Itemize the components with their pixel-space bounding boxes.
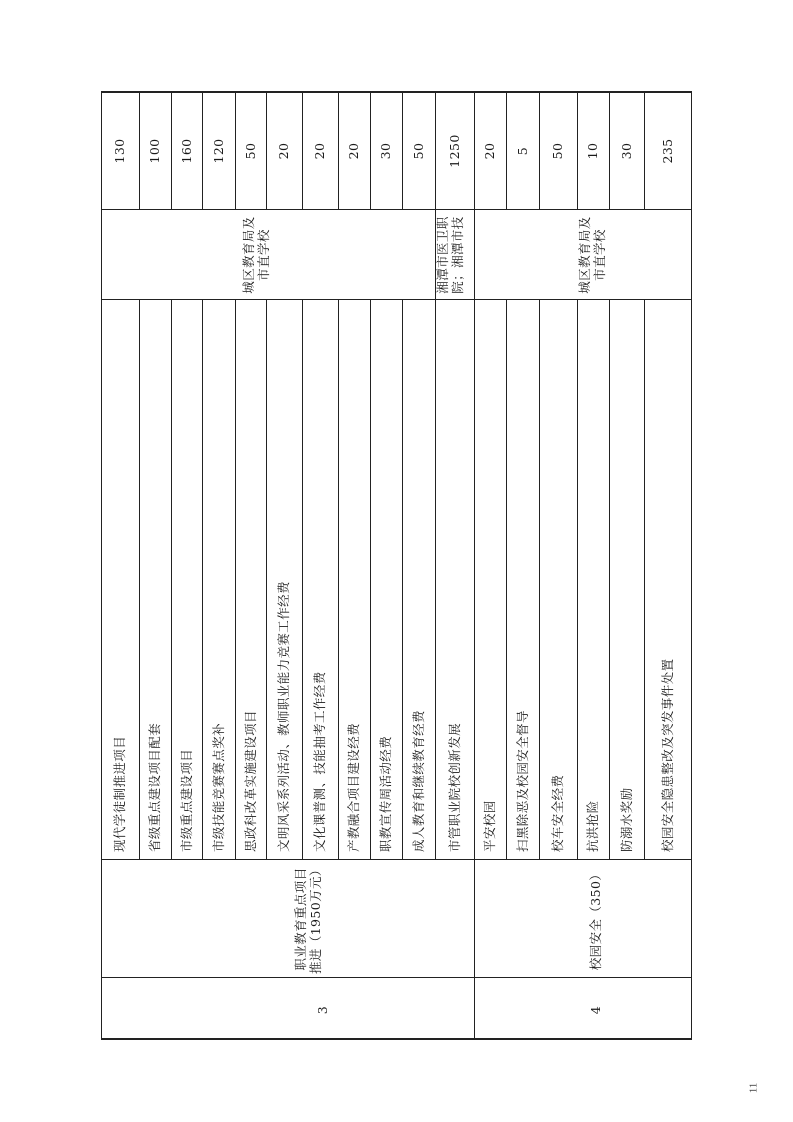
item-cell: 扫黑除恶及校园安全督导	[514, 710, 530, 852]
row-divider	[474, 210, 475, 300]
item-cell: 防溺水奖励	[618, 787, 634, 852]
item-cell: 校园安全隐患整改及突发事件处置	[660, 658, 675, 852]
row-divider	[474, 300, 475, 860]
row-divider	[474, 860, 475, 1040]
amount-cell: 160	[178, 138, 194, 164]
item-cell: 平安校园	[482, 800, 497, 852]
item-cell: 职教宣传周活动经费	[378, 735, 393, 852]
rotated-table	[101, 92, 692, 1040]
item-cell: 校车安全经费	[550, 774, 565, 852]
amount-cell: 20	[482, 142, 497, 160]
row-divider	[402, 92, 403, 210]
column-divider	[101, 1039, 692, 1041]
item-cell: 抗洪抢险	[585, 800, 600, 852]
unit-cell: 湘潭市医卫职院；湘潭市技	[435, 216, 465, 294]
row-divider	[506, 300, 507, 860]
row-divider	[539, 300, 540, 860]
unit-cell: 城区教育局及市直学校	[241, 216, 271, 294]
item-cell: 文明风采系列活动、教师职业能力竞赛工作经费	[276, 581, 291, 852]
group-number: 4	[588, 1005, 603, 1015]
row-divider	[609, 300, 610, 860]
row-divider	[266, 300, 267, 860]
row-divider	[302, 300, 303, 860]
item-cell: 文化课普测、技能抽考工作经费	[312, 671, 327, 852]
item-cell: 思政科改革实施建设项目	[242, 710, 258, 852]
row-divider	[435, 92, 436, 210]
row-divider	[539, 92, 540, 210]
item-cell: 产教融合项目建设经费	[346, 722, 361, 852]
amount-cell: 20	[346, 142, 361, 160]
row-divider	[139, 300, 140, 860]
row-divider	[577, 300, 578, 860]
group-category: 校园安全（350）	[588, 867, 603, 971]
column-divider	[101, 859, 692, 860]
row-divider	[370, 300, 371, 860]
amount-cell: 1250	[446, 134, 462, 168]
item-cell: 市级重点建设项目	[178, 748, 194, 852]
row-divider	[435, 300, 436, 860]
row-divider	[474, 92, 475, 210]
amount-cell: 235	[660, 138, 675, 164]
row-divider	[370, 92, 371, 210]
item-cell: 现代学徒制推进项目	[112, 735, 127, 852]
row-divider	[338, 92, 339, 210]
row-divider	[609, 92, 610, 210]
amount-cell: 50	[550, 142, 565, 160]
row-divider	[171, 300, 172, 860]
column-divider	[101, 977, 692, 978]
item-cell: 省级重点建设项目配套	[147, 722, 162, 852]
row-divider	[402, 300, 403, 860]
item-cell: 市管职业院校创新发展	[446, 722, 462, 852]
row-divider	[139, 92, 140, 210]
row-divider	[171, 92, 172, 210]
amount-cell: 20	[276, 142, 291, 160]
item-cell: 市级技能竞赛赛点奖补	[210, 722, 226, 852]
row-divider	[235, 300, 236, 860]
group-category: 职业教育重点项目推进（1950万元）	[293, 863, 323, 974]
page-number: 11	[747, 1082, 760, 1094]
row-divider	[202, 92, 203, 210]
amount-cell: 120	[210, 138, 226, 164]
amount-cell: 10	[585, 142, 600, 160]
row-divider	[202, 300, 203, 860]
row-divider	[577, 92, 578, 210]
row-divider	[266, 92, 267, 210]
amount-cell: 30	[378, 142, 393, 160]
row-divider	[644, 300, 645, 860]
amount-cell: 20	[312, 142, 327, 160]
amount-cell: 130	[112, 138, 127, 164]
item-cell: 成人教育和继续教育经费	[410, 710, 426, 852]
amount-cell: 30	[618, 142, 634, 160]
amount-cell: 5	[514, 146, 530, 156]
amount-cell: 50	[410, 142, 426, 160]
amount-cell: 100	[147, 138, 162, 164]
row-divider	[644, 92, 645, 210]
group-number: 3	[315, 1005, 330, 1015]
row-divider	[691, 92, 692, 1040]
row-divider	[506, 92, 507, 210]
row-divider	[235, 92, 236, 210]
row-divider	[302, 92, 303, 210]
amount-cell: 50	[242, 142, 258, 160]
row-divider	[101, 92, 102, 1040]
unit-cell: 城区教育局及市直学校	[577, 216, 607, 294]
row-divider	[338, 300, 339, 860]
